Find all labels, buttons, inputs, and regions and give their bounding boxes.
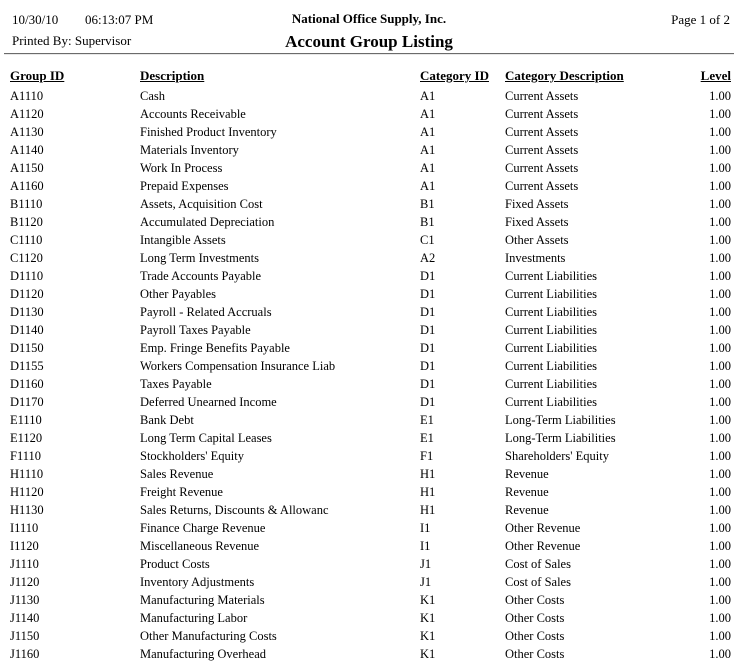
table-row (10, 501, 731, 519)
description-cell: Intangible Assets (140, 232, 226, 247)
group-id-cell: A1110 (10, 88, 44, 103)
category-id-cell: D1 (420, 304, 436, 319)
description-cell: Accumulated Depreciation (140, 214, 275, 229)
level-cell: 1.00 (709, 430, 731, 445)
category-id-cell: I1 (420, 520, 431, 535)
category-id-cell: D1 (420, 394, 436, 409)
category-description-cell: Current Assets (505, 178, 579, 193)
description-cell: Prepaid Expenses (140, 178, 229, 193)
level-cell: 1.00 (709, 502, 731, 517)
group-id-cell: E1110 (10, 412, 42, 427)
category-id-cell: D1 (420, 358, 436, 373)
group-id-cell: D1120 (10, 286, 44, 301)
company-name: National Office Supply, Inc. (291, 11, 447, 26)
category-description-cell: Revenue (505, 484, 549, 499)
table-row (10, 303, 731, 321)
level-cell: 1.00 (709, 106, 731, 121)
table-row (10, 591, 731, 609)
table-row (10, 375, 731, 393)
level-cell: 1.00 (709, 646, 731, 661)
description-cell: Deferred Unearned Income (140, 394, 277, 409)
level-cell: 1.00 (709, 124, 731, 139)
group-id-cell: D1155 (10, 358, 44, 373)
group-id-cell: J1110 (10, 556, 39, 571)
category-description-cell: Fixed Assets (505, 214, 569, 229)
table-row (10, 555, 731, 573)
table-row (10, 465, 731, 483)
description-cell: Materials Inventory (140, 142, 239, 157)
table-row (10, 519, 731, 537)
col-header-category-id: Category ID (420, 68, 489, 83)
category-description-cell: Current Liabilities (505, 304, 597, 319)
level-cell: 1.00 (709, 520, 731, 535)
table-row (10, 645, 731, 663)
description-cell: Inventory Adjustments (140, 574, 255, 589)
category-id-cell: E1 (420, 412, 434, 427)
level-cell: 1.00 (709, 556, 731, 571)
group-id-cell: C1110 (10, 232, 43, 247)
table-row (10, 177, 731, 195)
table-row (10, 429, 731, 447)
description-cell: Sales Revenue (140, 466, 214, 481)
table-row (10, 231, 731, 249)
description-cell: Workers Compensation Insurance Liab (140, 358, 336, 373)
category-description-cell: Current Assets (505, 106, 579, 121)
category-id-cell: D1 (420, 268, 436, 283)
category-description-cell: Current Liabilities (505, 286, 597, 301)
category-id-cell: A1 (420, 178, 436, 193)
category-id-cell: K1 (420, 610, 436, 625)
category-description-cell: Current Assets (505, 124, 579, 139)
table-row (10, 267, 731, 285)
level-cell: 1.00 (709, 232, 731, 247)
level-cell: 1.00 (709, 340, 731, 355)
description-cell: Work In Process (140, 160, 223, 175)
group-id-cell: D1130 (10, 304, 44, 319)
table-body (10, 87, 731, 663)
category-id-cell: H1 (420, 466, 436, 481)
level-cell: 1.00 (709, 178, 731, 193)
group-id-cell: H1130 (10, 502, 44, 517)
table-row (10, 393, 731, 411)
level-cell: 1.00 (709, 376, 731, 391)
category-description-cell: Long-Term Liabilities (505, 412, 616, 427)
table-row (10, 123, 731, 141)
category-description-cell: Current Liabilities (505, 376, 597, 391)
category-id-cell: A1 (420, 88, 436, 103)
page-number: Page 1 of 2 (671, 12, 730, 27)
description-cell: Payroll Taxes Payable (140, 322, 251, 337)
level-cell: 1.00 (709, 412, 731, 427)
category-description-cell: Other Costs (505, 592, 565, 607)
category-id-cell: E1 (420, 430, 434, 445)
group-id-cell: D1150 (10, 340, 44, 355)
group-id-cell: C1120 (10, 250, 43, 265)
report-title: Account Group Listing (285, 32, 453, 51)
description-cell: Other Manufacturing Costs (140, 628, 277, 643)
col-header-level: Level (700, 68, 731, 83)
category-description-cell: Current Liabilities (505, 394, 597, 409)
category-id-cell: A1 (420, 124, 436, 139)
category-description-cell: Current Assets (505, 142, 579, 157)
table-row (10, 537, 731, 555)
category-description-cell: Current Liabilities (505, 340, 597, 355)
group-id-cell: A1160 (10, 178, 44, 193)
table-row (10, 483, 731, 501)
category-id-cell: H1 (420, 484, 436, 499)
group-id-cell: B1110 (10, 196, 43, 211)
category-id-cell: K1 (420, 628, 436, 643)
report-date: 10/30/10 (12, 12, 59, 27)
group-id-cell: D1140 (10, 322, 44, 337)
level-cell: 1.00 (709, 466, 731, 481)
description-cell: Finance Charge Revenue (140, 520, 266, 535)
level-cell: 1.00 (709, 286, 731, 301)
col-header-group-id: Group ID (10, 68, 65, 83)
table-row (10, 627, 731, 645)
category-description-cell: Other Costs (505, 646, 565, 661)
group-id-cell: E1120 (10, 430, 43, 445)
group-id-cell: A1150 (10, 160, 44, 175)
group-id-cell: D1160 (10, 376, 44, 391)
category-id-cell: D1 (420, 322, 436, 337)
group-id-cell: A1130 (10, 124, 44, 139)
level-cell: 1.00 (709, 574, 731, 589)
printed-by: Printed By: Supervisor (12, 33, 132, 48)
description-cell: Sales Returns, Discounts & Allowanc (140, 502, 329, 517)
table-row (10, 87, 731, 105)
category-description-cell: Fixed Assets (505, 196, 569, 211)
table-row (10, 339, 731, 357)
level-cell: 1.00 (709, 322, 731, 337)
category-description-cell: Current Assets (505, 160, 579, 175)
col-header-description: Description (140, 68, 205, 83)
category-description-cell: Shareholders' Equity (505, 448, 609, 463)
description-cell: Bank Debt (140, 412, 194, 427)
description-cell: Finished Product Inventory (140, 124, 277, 139)
group-id-cell: I1110 (10, 520, 39, 535)
category-id-cell: C1 (420, 232, 435, 247)
level-cell: 1.00 (709, 484, 731, 499)
category-description-cell: Investments (505, 250, 566, 265)
group-id-cell: D1170 (10, 394, 44, 409)
category-id-cell: A1 (420, 142, 436, 157)
category-description-cell: Other Revenue (505, 520, 581, 535)
level-cell: 1.00 (709, 196, 731, 211)
level-cell: 1.00 (709, 304, 731, 319)
table-row (10, 195, 731, 213)
report-time: 06:13:07 PM (85, 12, 154, 27)
level-cell: 1.00 (709, 142, 731, 157)
description-cell: Long Term Investments (140, 250, 260, 265)
table-row (10, 447, 731, 465)
category-id-cell: A1 (420, 106, 436, 121)
category-id-cell: A1 (420, 160, 436, 175)
level-cell: 1.00 (709, 268, 731, 283)
table-row (10, 285, 731, 303)
category-description-cell: Cost of Sales (505, 574, 571, 589)
description-cell: Accounts Receivable (140, 106, 246, 121)
table-row (10, 141, 731, 159)
level-cell: 1.00 (709, 358, 731, 373)
category-id-cell: A2 (420, 250, 436, 265)
group-id-cell: J1120 (10, 574, 40, 589)
category-id-cell: D1 (420, 376, 436, 391)
level-cell: 1.00 (709, 214, 731, 229)
description-cell: Cash (140, 88, 165, 103)
category-id-cell: F1 (420, 448, 434, 463)
group-id-cell: J1140 (10, 610, 40, 625)
category-id-cell: B1 (420, 196, 435, 211)
description-cell: Manufacturing Materials (140, 592, 265, 607)
group-id-cell: J1150 (10, 628, 40, 643)
category-id-cell: D1 (420, 286, 436, 301)
description-cell: Manufacturing Labor (140, 610, 248, 625)
level-cell: 1.00 (709, 610, 731, 625)
table-row (10, 411, 731, 429)
category-description-cell: Cost of Sales (505, 556, 571, 571)
group-id-cell: J1130 (10, 592, 40, 607)
table-row (10, 249, 731, 267)
category-id-cell: B1 (420, 214, 435, 229)
group-id-cell: A1120 (10, 106, 44, 121)
group-id-cell: B1120 (10, 214, 43, 229)
category-id-cell: K1 (420, 646, 436, 661)
col-header-category-description: Category Description (505, 68, 624, 83)
description-cell: Emp. Fringe Benefits Payable (140, 340, 290, 355)
description-cell: Other Payables (140, 286, 217, 301)
table-row (10, 573, 731, 591)
category-description-cell: Current Assets (505, 88, 579, 103)
group-id-cell: F1110 (10, 448, 42, 463)
group-id-cell: H1120 (10, 484, 44, 499)
level-cell: 1.00 (709, 88, 731, 103)
category-id-cell: D1 (420, 340, 436, 355)
category-description-cell: Revenue (505, 502, 549, 517)
description-cell: Stockholders' Equity (140, 448, 244, 463)
level-cell: 1.00 (709, 538, 731, 553)
level-cell: 1.00 (709, 592, 731, 607)
level-cell: 1.00 (709, 250, 731, 265)
description-cell: Long Term Capital Leases (140, 430, 272, 445)
category-id-cell: J1 (420, 574, 432, 589)
category-description-cell: Current Liabilities (505, 268, 597, 283)
group-id-cell: I1120 (10, 538, 39, 553)
group-id-cell: J1160 (10, 646, 40, 661)
group-id-cell: D1110 (10, 268, 44, 283)
description-cell: Freight Revenue (140, 484, 223, 499)
category-description-cell: Revenue (505, 466, 549, 481)
table-row (10, 357, 731, 375)
category-id-cell: H1 (420, 502, 436, 517)
group-id-cell: H1110 (10, 466, 44, 481)
description-cell: Trade Accounts Payable (140, 268, 262, 283)
group-id-cell: A1140 (10, 142, 44, 157)
category-description-cell: Long-Term Liabilities (505, 430, 616, 445)
category-id-cell: J1 (420, 556, 432, 571)
category-description-cell: Other Revenue (505, 538, 581, 553)
description-cell: Miscellaneous Revenue (140, 538, 260, 553)
table-row (10, 609, 731, 627)
table-row (10, 321, 731, 339)
level-cell: 1.00 (709, 160, 731, 175)
category-description-cell: Current Liabilities (505, 322, 597, 337)
description-cell: Payroll - Related Accruals (140, 304, 272, 319)
category-description-cell: Other Costs (505, 628, 565, 643)
description-cell: Product Costs (140, 556, 210, 571)
category-description-cell: Other Assets (505, 232, 569, 247)
report-header (0, 0, 738, 56)
category-description-cell: Current Liabilities (505, 358, 597, 373)
level-cell: 1.00 (709, 448, 731, 463)
table-header-row (10, 68, 731, 87)
level-cell: 1.00 (709, 628, 731, 643)
description-cell: Manufacturing Overhead (140, 646, 266, 661)
category-id-cell: I1 (420, 538, 431, 553)
level-cell: 1.00 (709, 394, 731, 409)
table-row (10, 213, 731, 231)
header-divider (4, 53, 734, 55)
table-header (10, 68, 731, 87)
category-description-cell: Other Costs (505, 610, 565, 625)
table-row (10, 159, 731, 177)
account-group-table (10, 68, 731, 663)
table-row (10, 105, 731, 123)
description-cell: Taxes Payable (140, 376, 212, 391)
category-id-cell: K1 (420, 592, 436, 607)
description-cell: Assets, Acquisition Cost (140, 196, 263, 211)
